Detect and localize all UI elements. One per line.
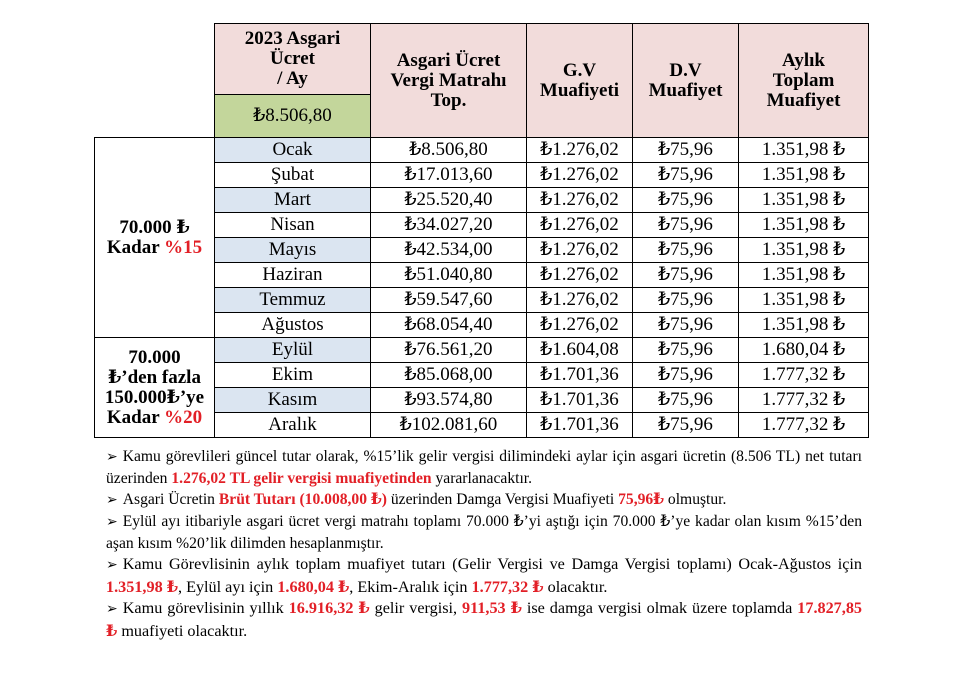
- stamp-tax-exemption-cell: ₺75,96: [633, 288, 739, 313]
- month-cell: Kasım: [215, 388, 371, 413]
- income-tax-exemption-cell: ₺1.701,36: [527, 388, 633, 413]
- month-cell: Ağustos: [215, 313, 371, 338]
- tax-base-cell: ₺51.040,80: [371, 263, 527, 288]
- monthly-total-cell: 1.777,32 ₺: [739, 388, 869, 413]
- tax-base-cell: ₺42.534,00: [371, 238, 527, 263]
- month-cell: Mart: [215, 188, 371, 213]
- monthly-total-cell: 1.777,32 ₺: [739, 413, 869, 438]
- month-cell: Haziran: [215, 263, 371, 288]
- monthly-total-cell: 1.680,04 ₺: [739, 338, 869, 363]
- income-tax-exemption-cell: ₺1.276,02: [527, 288, 633, 313]
- header-monthly-total: Aylık Toplam Muafiyet: [739, 24, 869, 138]
- arrow-bullet-icon: ➢: [106, 558, 118, 573]
- bracket-20-percent: 70.000 ₺’den fazla 150.000₺’ye Kadar %20: [95, 338, 215, 438]
- monthly-total-cell: 1.351,98 ₺: [739, 263, 869, 288]
- arrow-bullet-icon: ➢: [106, 602, 118, 617]
- monthly-total-cell: 1.777,32 ₺: [739, 363, 869, 388]
- income-tax-exemption-cell: ₺1.276,02: [527, 238, 633, 263]
- income-tax-exemption-cell: ₺1.276,02: [527, 213, 633, 238]
- notes: [106, 446, 862, 642]
- monthly-total-cell: 1.351,98 ₺: [739, 163, 869, 188]
- tax-base-cell: ₺102.081,60: [371, 413, 527, 438]
- tax-base-cell: ₺85.068,00: [371, 363, 527, 388]
- income-tax-exemption-cell: ₺1.276,02: [527, 313, 633, 338]
- tax-base-cell: ₺93.574,80: [371, 388, 527, 413]
- table-row: [95, 138, 869, 163]
- note-4: ➢ Kamu Görevlisinin aylık toplam muafiyet tutarı (Gelir Vergisi ve Damga Vergisi toplamı) Ocak-Ağustos için 1.351,98 ₺, Eylül ayı için 1.680,04 ₺, Ekim-Aralık için 1.777,32 ₺ olacaktır.: [106, 555, 862, 596]
- stamp-tax-exemption-cell: ₺75,96: [633, 313, 739, 338]
- note-1: ➢ Kamu görevlileri güncel tutar olarak, %15’lik gelir vergisi dilimindeki aylar için asgari ücretin (8.506 TL) net tutarı üzerinden 1.276,02 TL gelir vergisi muafiyetinden yararlanacaktır.: [106, 448, 862, 487]
- tax-base-cell: ₺68.054,40: [371, 313, 527, 338]
- month-cell: Eylül: [215, 338, 371, 363]
- income-tax-exemption-cell: ₺1.701,36: [527, 363, 633, 388]
- tax-exemption-table: [94, 23, 869, 438]
- stamp-tax-exemption-cell: ₺75,96: [633, 413, 739, 438]
- arrow-bullet-icon: ➢: [106, 493, 118, 508]
- arrow-bullet-icon: ➢: [106, 450, 118, 465]
- stamp-tax-exemption-cell: ₺75,96: [633, 238, 739, 263]
- tax-base-cell: ₺59.547,60: [371, 288, 527, 313]
- month-cell: Aralık: [215, 413, 371, 438]
- stamp-tax-exemption-cell: ₺75,96: [633, 213, 739, 238]
- income-tax-exemption-cell: ₺1.276,02: [527, 188, 633, 213]
- income-tax-exemption-cell: ₺1.276,02: [527, 263, 633, 288]
- month-cell: Ocak: [215, 138, 371, 163]
- stamp-tax-exemption-cell: ₺75,96: [633, 188, 739, 213]
- bracket-rate: %20: [164, 406, 203, 428]
- note-5: ➢ Kamu görevlisinin yıllık 16.916,32 ₺ gelir vergisi, 911,53 ₺ ise damga vergisi olmak üzere toplamda 17.827,85 ₺ muafiyeti olacaktır.: [106, 599, 862, 640]
- month-cell: Nisan: [215, 213, 371, 238]
- monthly-total-cell: 1.351,98 ₺: [739, 238, 869, 263]
- note-2: ➢ Asgari Ücretin Brüt Tutarı (10.008,00 ₺) üzerinden Damga Vergisi Muafiyeti 75,96₺ olmuştur.: [106, 491, 727, 508]
- monthly-total-cell: 1.351,98 ₺: [739, 188, 869, 213]
- monthly-total-cell: 1.351,98 ₺: [739, 138, 869, 163]
- stamp-tax-exemption-cell: ₺75,96: [633, 263, 739, 288]
- minimum-wage-value: ₺8.506,80: [215, 95, 371, 138]
- stamp-tax-exemption-cell: ₺75,96: [633, 338, 739, 363]
- header-income-tax-exemption: G.V Muafiyeti: [527, 24, 633, 138]
- header-stamp-tax-exemption: D.V Muafiyet: [633, 24, 739, 138]
- tax-base-cell: ₺8.506,80: [371, 138, 527, 163]
- monthly-total-cell: 1.351,98 ₺: [739, 288, 869, 313]
- stamp-tax-exemption-cell: ₺75,96: [633, 138, 739, 163]
- table-row: [95, 338, 869, 363]
- stamp-tax-exemption-cell: ₺75,96: [633, 163, 739, 188]
- income-tax-exemption-cell: ₺1.701,36: [527, 413, 633, 438]
- header-tax-base: Asgari Ücret Vergi Matrahı Top.: [371, 24, 527, 138]
- tax-base-cell: ₺34.027,20: [371, 213, 527, 238]
- arrow-bullet-icon: ➢: [106, 515, 118, 530]
- bracket-15-percent: 70.000 ₺ Kadar %15: [95, 138, 215, 338]
- tax-base-cell: ₺17.013,60: [371, 163, 527, 188]
- bracket-rate: %15: [164, 236, 203, 258]
- month-cell: Şubat: [215, 163, 371, 188]
- month-cell: Mayıs: [215, 238, 371, 263]
- income-tax-exemption-cell: ₺1.604,08: [527, 338, 633, 363]
- month-cell: Temmuz: [215, 288, 371, 313]
- tax-base-cell: ₺25.520,40: [371, 188, 527, 213]
- stamp-tax-exemption-cell: ₺75,96: [633, 388, 739, 413]
- income-tax-exemption-cell: ₺1.276,02: [527, 138, 633, 163]
- header-minimum-wage: 2023 Asgari Ücret / Ay: [215, 24, 371, 95]
- corner-blank: [95, 24, 215, 138]
- monthly-total-cell: 1.351,98 ₺: [739, 213, 869, 238]
- note-3: ➢ Eylül ayı itibariyle asgari ücret vergi matrahı toplamı 70.000 ₺’yi aştığı için 70.000 ₺’ye kadar olan kısım %15’den aşan kısım %20’lik dilimden hesaplanmıştır.: [106, 513, 862, 552]
- income-tax-exemption-cell: ₺1.276,02: [527, 163, 633, 188]
- monthly-total-cell: 1.351,98 ₺: [739, 313, 869, 338]
- stamp-tax-exemption-cell: ₺75,96: [633, 363, 739, 388]
- tax-base-cell: ₺76.561,20: [371, 338, 527, 363]
- month-cell: Ekim: [215, 363, 371, 388]
